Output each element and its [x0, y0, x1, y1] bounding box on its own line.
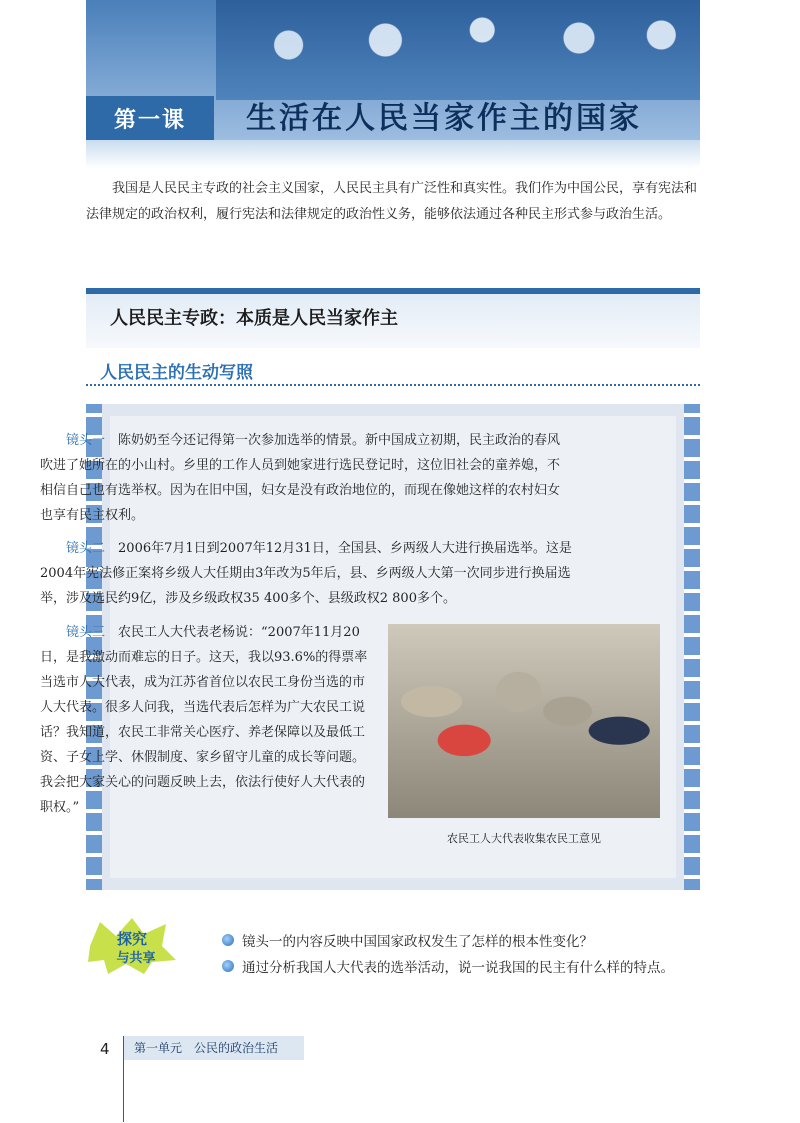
- shot-2: [40, 536, 572, 611]
- lesson-banner: [86, 0, 700, 140]
- film-strip-right: [684, 404, 700, 890]
- shot-3: [40, 620, 376, 820]
- banner-photo: [216, 0, 700, 100]
- shot-text: 2006年7月1日到2007年12月31日，全国县、乡两级人大进行换届选举。这是2004年宪法修正案将乡级人大任期由3年改为5年后，县、乡两级人大第一次同步进行换届选举，涉及选民约9亿，涉及乡级政权35 400多个、县级政权2 800多个。: [40, 541, 572, 606]
- shot-tag: 镜头一: [66, 433, 106, 448]
- shot-1: [40, 428, 572, 528]
- lesson-label: 第一课: [86, 96, 214, 140]
- svg-text:与共享: 与共享: [116, 951, 156, 966]
- question-text: 镜头一的内容反映中国国家政权发生了怎样的根本性变化？: [242, 934, 593, 950]
- dotted-divider: [86, 384, 700, 386]
- section-title: 人民民主专政：本质是人民当家作主: [110, 308, 398, 329]
- shot-tag: 镜头三: [66, 625, 106, 640]
- intro-text: 我国是人民民主专政的社会主义国家，人民民主具有广泛性和真实性。我们作为中国公民，享有宪法和法律规定的政治权利，履行宪法和法律规定的政治性义务，能够依法通过各种民主形式参与政治生活。: [86, 181, 698, 222]
- photo-caption: 农民工人大代表收集农民工意见: [447, 832, 601, 845]
- workers-photo: [388, 624, 660, 818]
- bullet-icon: [222, 960, 234, 972]
- bullet-icon: [222, 934, 234, 946]
- shot-tag: 镜头二: [66, 541, 106, 556]
- intro-paragraph: [86, 176, 700, 228]
- question-text: 通过分析我国人大代表的选举活动，说一说我国的民主有什么样的特点。: [242, 960, 674, 976]
- shot-text: 农民工人大代表老杨说：“2007年11月20日，是我激动而难忘的日子。这天，我以93.6%的得票率当选市人大代表，成为江苏省首位以农民工身份当选的市人大代表。很多人问我，当选代表后怎样为广大农民工说话？我知道，农民工非常关心医疗、养老保障以及最低工资、子女上学、休假制度、家乡留守儿童的成长等问题。我会把大家关心的问题反映上去，依法行使好人大代表的职权。”: [40, 625, 368, 815]
- page-number: 4: [100, 1040, 110, 1058]
- shot-text: 陈奶奶至今还记得第一次参加选举的情景。新中国成立初期，民主政治的春风吹进了她所在的小山村。乡里的工作人员到她家进行选民登记时，这位旧社会的童养媳，不相信自己也有选举权。因为在旧中国，妇女是没有政治地位的，而现在像她这样的农村妇女也享有民主权利。: [40, 433, 561, 523]
- question-2: [222, 956, 674, 976]
- unit-label: 第一单元 公民的政治生活: [124, 1036, 304, 1060]
- explore-share-logo: [86, 916, 178, 976]
- subheading: 人民民主的生动写照: [100, 363, 253, 383]
- section-header: [86, 288, 700, 348]
- svg-text:探究: 探究: [116, 930, 148, 948]
- banner-fade: [86, 140, 700, 168]
- question-1: [222, 930, 593, 950]
- lesson-title: 生活在人民当家作主的国家: [246, 101, 642, 136]
